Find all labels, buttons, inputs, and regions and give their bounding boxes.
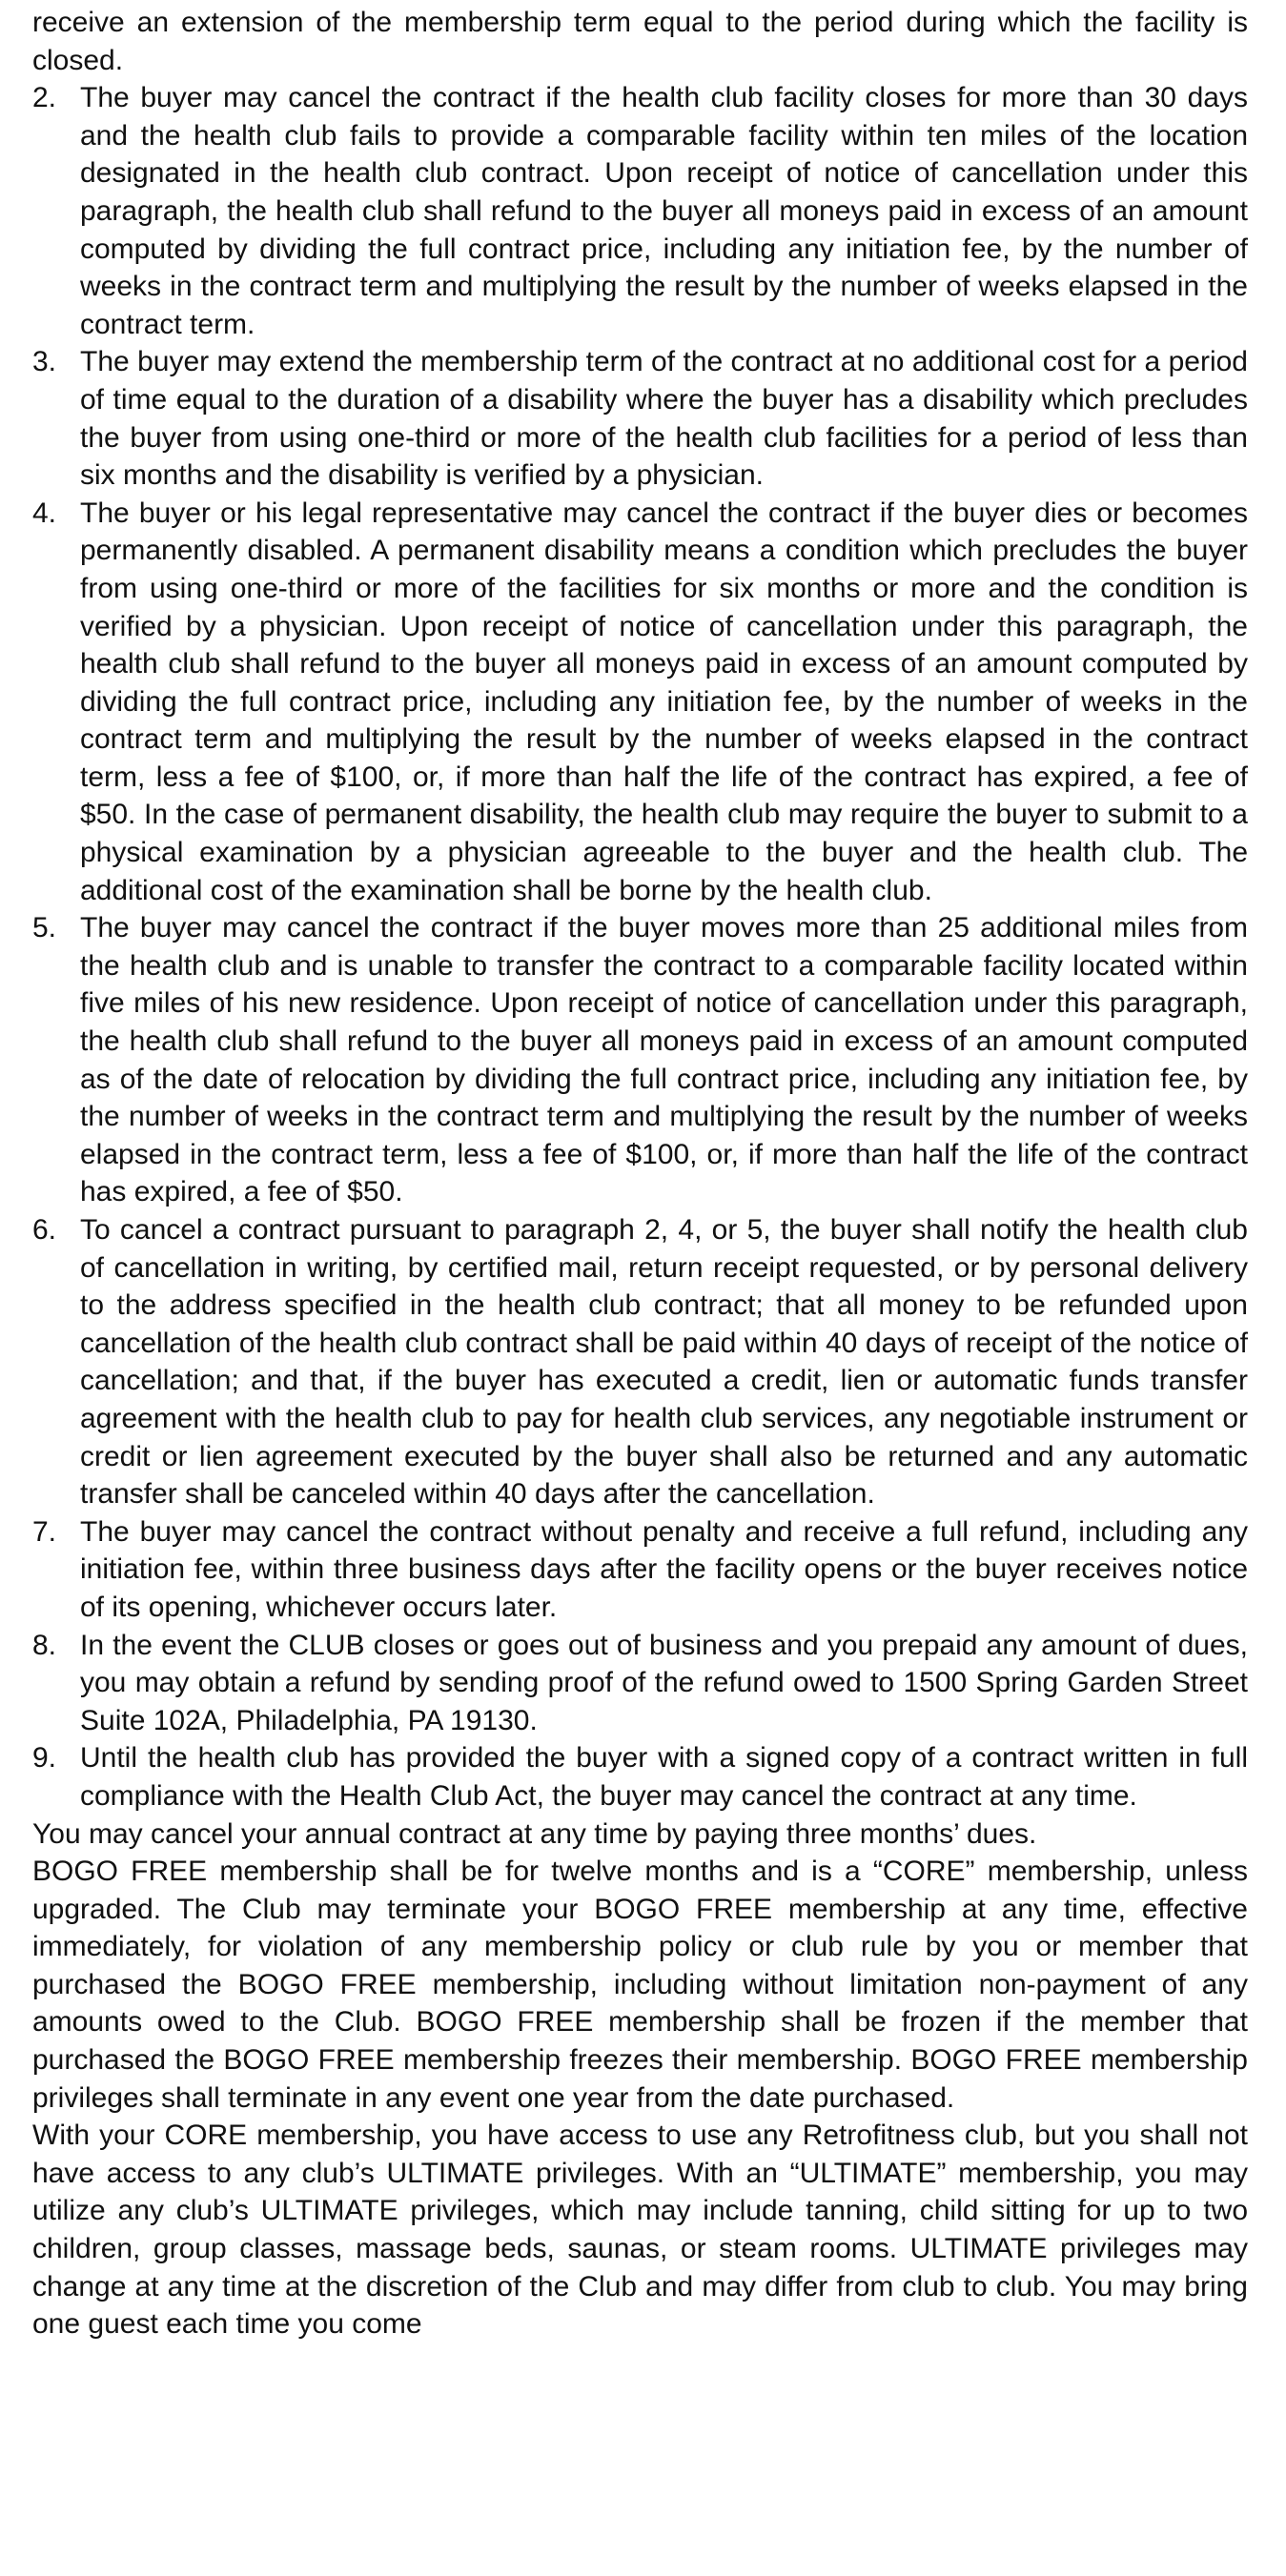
list-item-text: The buyer may extend the membership term of the contract at no additional cost for a period of time equal to the duration of a disability where the buyer has a disability which precludes the buyer from using one-third or more of the health club facilities for a period of less than six months and the disability is verified by a physician. xyxy=(80,346,1248,492)
list-item xyxy=(32,909,1248,1211)
list-item-text: To cancel a contract pursuant to paragraph 2, 4, or 5, the buyer shall notify the health club of cancellation in writing, by certified mail, return receipt requested, or by personal delivery to the address specified in the health club contract; that all money to be refunded upon cancellation of the health club contract shall be paid within 40 days of receipt of the notice of cancellation; and that, if the buyer has executed a credit, lien or automatic funds transfer agreement with the health club to pay for health club services, any negotiable instrument or credit or lien agreement executed by the buyer shall also be returned and any automatic transfer shall be canceled within 40 days after the cancellation. xyxy=(80,1214,1248,1511)
bogo-free-paragraph: BOGO FREE membership shall be for twelve months and is a “CORE” membership, unless upgraded. The Club may terminate your BOGO FREE membership at any time, effective immediately, for violation of any membership policy or club rule by you or member that purchased the BOGO FREE membership, including without limitation non-payment of any amounts owed to the Club. BOGO FREE membership shall be frozen if the member that purchased the BOGO FREE membership freezes their membership. BOGO FREE membership privileges shall terminate in any event one year from the date purchased. xyxy=(32,1856,1248,2114)
list-item xyxy=(32,1211,1248,1513)
list-item-number: 3. xyxy=(32,346,57,378)
list-item xyxy=(32,1513,1248,1627)
list-item xyxy=(32,343,1248,494)
list-item-number: 4. xyxy=(32,497,57,529)
list-item-text: The buyer may cancel the contract if the health club facility closes for more than 30 days and the health club fails to provide a comparable facility within ten miles of the location designated in the health club contract. Upon receipt of notice of cancellation under this paragraph, the health club shall refund to the buyer all moneys paid in excess of an amount computed by dividing the full contract price, including any initiation fee, by the number of weeks in the contract term and multiplying the result by the number of weeks elapsed in the contract term. xyxy=(80,82,1248,340)
list-item xyxy=(32,1627,1248,1740)
list-item-text: In the event the CLUB closes or goes out of business and you prepaid any amount of dues, you may obtain a refund by sending proof of the refund owed to 1500 Spring Garden Street Suite 102A, Philadelphia, PA 19130. xyxy=(80,1629,1248,1736)
annual-contract-paragraph: You may cancel your annual contract at any time by paying three months’ dues. xyxy=(32,1817,1037,1850)
list-item-text: The buyer may cancel the contract if the buyer moves more than 25 additional miles from the health club and is unable to transfer the contract to a comparable facility located within five miles of his new residence. Upon receipt of notice of cancellation under this paragraph, the health club shall refund to the buyer all moneys paid in excess of an amount computed as of the date of relocation by dividing the full contract price, including any initiation fee, by the number of weeks in the contract term and multiplying the result by the number of weeks elapsed in the contract term, less a fee of $100, or, if more than half the life of the contract has expired, a fee of $50. xyxy=(80,912,1248,1208)
list-item-number: 8. xyxy=(32,1629,57,1661)
list-item-number: 6. xyxy=(32,1214,57,1246)
list-item xyxy=(32,1739,1248,1815)
list-item xyxy=(32,495,1248,910)
list-item-number: 9. xyxy=(32,1742,57,1775)
list-item-text: Until the health club has provided the buyer with a signed copy of a contract written in full compliance with the Health Club Act, the buyer may cancel the contract at any time. xyxy=(80,1742,1248,1812)
continuation-paragraph: receive an extension of the membership term equal to the period during which the facility is closed. xyxy=(32,7,1248,76)
list-item-number: 5. xyxy=(32,912,57,944)
list-item-text: The buyer or his legal representative may cancel the contract if the buyer dies or becomes permanently disabled. A permanent disability means a condition which precludes the buyer from using one-third or more of the facilities for six months or more and the condition is verified by a physician. Upon receipt of notice of cancellation under this paragraph, the health club shall refund to the buyer all moneys paid in excess of an amount computed by dividing the full contract price, including any initiation fee, by the number of weeks in the contract term and multiplying the result by the number of weeks elapsed in the contract term, less a fee of $100, or, if more than half the life of the contract has expired, a fee of $50. In the case of permanent disability, the health club may require the buyer to submit to a physical examination by a physician agreeable to the buyer and the health club. The additional cost of the examination shall be borne by the health club. xyxy=(80,497,1248,906)
list-item-text: The buyer may cancel the contract without penalty and receive a full refund, including any initiation fee, within three business days after the facility opens or the buyer receives notice of its opening, whichever occurs later. xyxy=(80,1515,1248,1623)
core-ultimate-paragraph: With your CORE membership, you have access to use any Retrofitness club, but you shall not have access to any club’s ULTIMATE privileges. With an “ULTIMATE” membership, you may utilize any club’s ULTIMATE privileges, which may include tanning, child sitting for up to two children, group classes, massage beds, saunas, or steam rooms. ULTIMATE privileges may change at any time at the discretion of the Club and may differ from club to club. You may bring one guest each time you come xyxy=(32,2120,1248,2341)
list-item-number: 2. xyxy=(32,82,57,114)
list-item xyxy=(32,79,1248,343)
list-item-number: 7. xyxy=(32,1515,57,1548)
cancellation-rights-list xyxy=(32,79,1248,1815)
